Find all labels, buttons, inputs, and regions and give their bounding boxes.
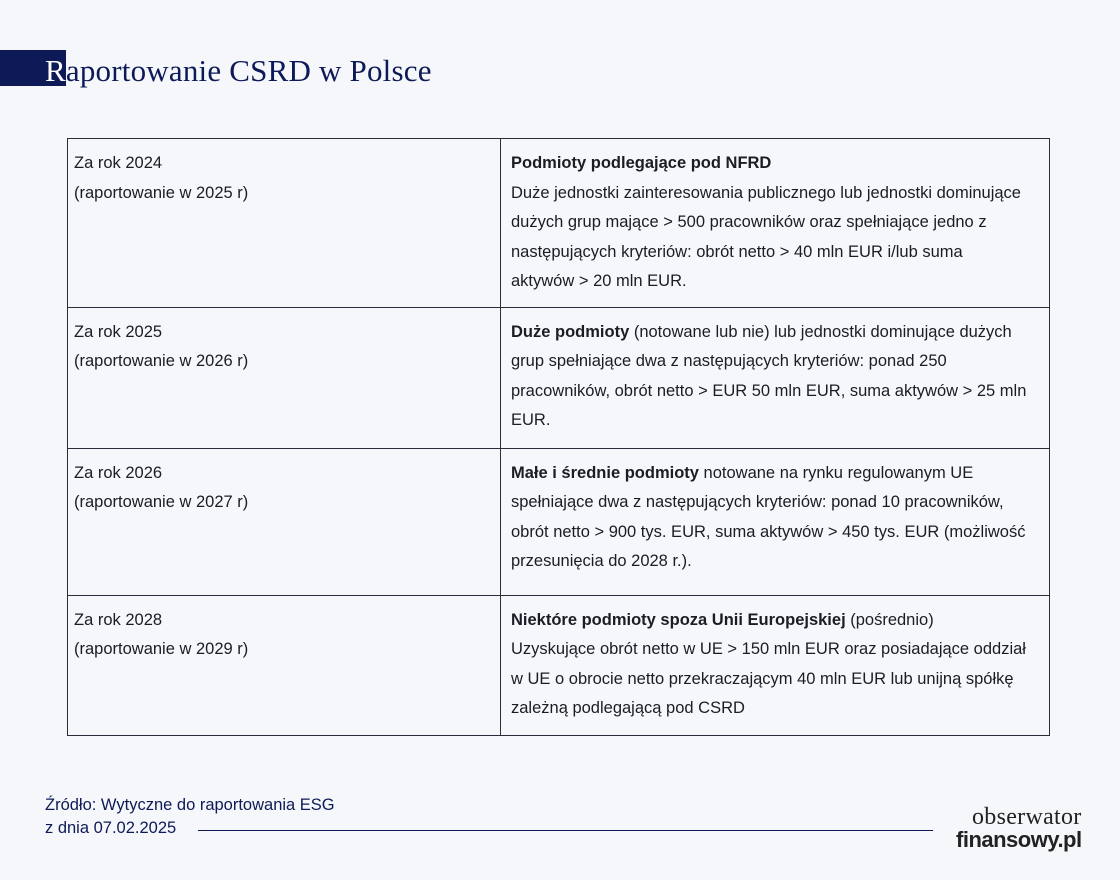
description-bold-text: Duże podmioty — [511, 322, 630, 341]
description-text: następujących kryteriów: obrót netto > 40 mln EUR i/lub suma — [511, 242, 963, 261]
description-text: grup spełniające dwa z następujących kryteriów: ponad 250 — [511, 352, 947, 370]
reporting-year-label: (raportowanie w 2025 r) — [74, 183, 249, 202]
description-line — [511, 665, 1049, 695]
table-row — [68, 307, 1050, 448]
table-row — [68, 139, 1050, 308]
csrd-schedule-table — [67, 138, 1050, 736]
table-body — [68, 139, 1050, 736]
page-title-first-letter: R — [45, 53, 66, 88]
description-text: Duże jednostki zainteresowania publicznego lub jednostki dominujące — [511, 183, 1021, 202]
source-note — [45, 794, 335, 840]
table-row — [68, 448, 1050, 595]
description-text: spełniające dwa z następujących kryteriów: ponad 10 pracowników, — [511, 493, 1004, 511]
description-line — [511, 238, 1049, 268]
description-line — [511, 406, 1049, 436]
description-line — [511, 208, 1049, 238]
page-title-rest: aportowanie CSRD w Polsce — [65, 53, 432, 88]
year-cell — [68, 307, 501, 448]
year-cell — [68, 595, 501, 735]
description-line — [511, 377, 1049, 407]
description-text: zależną podlegającą pod CSRD — [511, 699, 745, 717]
source-line-1: Źródło: Wytyczne do raportowania ESG — [45, 796, 335, 814]
description-text: notowane na rynku regulowanym UE — [698, 463, 974, 482]
year-label: Za rok 2024 — [74, 154, 163, 172]
brand-logo — [950, 806, 1082, 852]
description-line — [511, 318, 1049, 348]
reporting-year-label: (raportowanie w 2029 r) — [74, 640, 249, 658]
description-text: EUR. — [511, 411, 551, 429]
footer-divider — [198, 830, 933, 831]
description-cell — [501, 139, 1050, 308]
description-cell — [501, 448, 1050, 595]
description-bold-text: Niektóre podmioty spoza Unii Europejskiej — [511, 610, 846, 629]
year-label: Za rok 2025 — [74, 322, 163, 341]
description-text: pracowników, obrót netto > EUR 50 mln EUR, suma aktywów > 25 mln — [511, 381, 1027, 400]
reporting-year-label: (raportowanie w 2026 r) — [74, 352, 249, 370]
description-text: obrót netto > 900 tys. EUR, suma aktywów > 450 tys. EUR (możliwość — [511, 522, 1026, 541]
description-line — [511, 459, 1049, 489]
description-cell — [501, 595, 1050, 735]
description-line — [511, 547, 1049, 577]
description-line — [511, 694, 1049, 724]
description-text: w UE o obrocie netto przekraczającym 40 mln EUR lub unijną spółkę — [511, 669, 1014, 688]
description-line — [511, 347, 1049, 377]
description-bold-text: Podmioty podlegające pod NFRD — [511, 154, 772, 172]
page-title — [45, 53, 432, 89]
source-line-2: z dnia 07.02.2025 — [45, 819, 177, 837]
description-bold-text: Małe i średnie podmioty — [511, 463, 699, 482]
description-line — [511, 606, 1049, 636]
description-line — [511, 267, 1049, 297]
description-line — [511, 179, 1049, 209]
year-label: Za rok 2026 — [74, 463, 163, 482]
year-cell — [68, 448, 501, 595]
description-cell — [501, 307, 1050, 448]
reporting-year-label: (raportowanie w 2027 r) — [74, 493, 249, 511]
description-text: (notowane lub nie) lub jednostki dominujące dużych — [629, 322, 1012, 341]
logo-line-1: obserwator — [971, 804, 1082, 830]
description-text: (pośrednio) — [845, 610, 934, 629]
description-line — [511, 149, 1049, 179]
description-text: przesunięcia do 2028 r.). — [511, 552, 692, 570]
description-text: dużych grup mające > 500 pracowników oraz spełniające jedno z — [511, 213, 987, 231]
table-row — [68, 595, 1050, 735]
description-text: aktywów > 20 mln EUR. — [511, 272, 687, 290]
logo-line-2: finansowy.pl — [956, 827, 1082, 852]
description-text: Uzyskujące obrót netto w UE > 150 mln EUR oraz posiadające oddział — [511, 640, 1026, 658]
year-label: Za rok 2028 — [74, 610, 163, 629]
description-line — [511, 488, 1049, 518]
year-cell — [68, 139, 501, 308]
description-line — [511, 518, 1049, 548]
description-line — [511, 635, 1049, 665]
